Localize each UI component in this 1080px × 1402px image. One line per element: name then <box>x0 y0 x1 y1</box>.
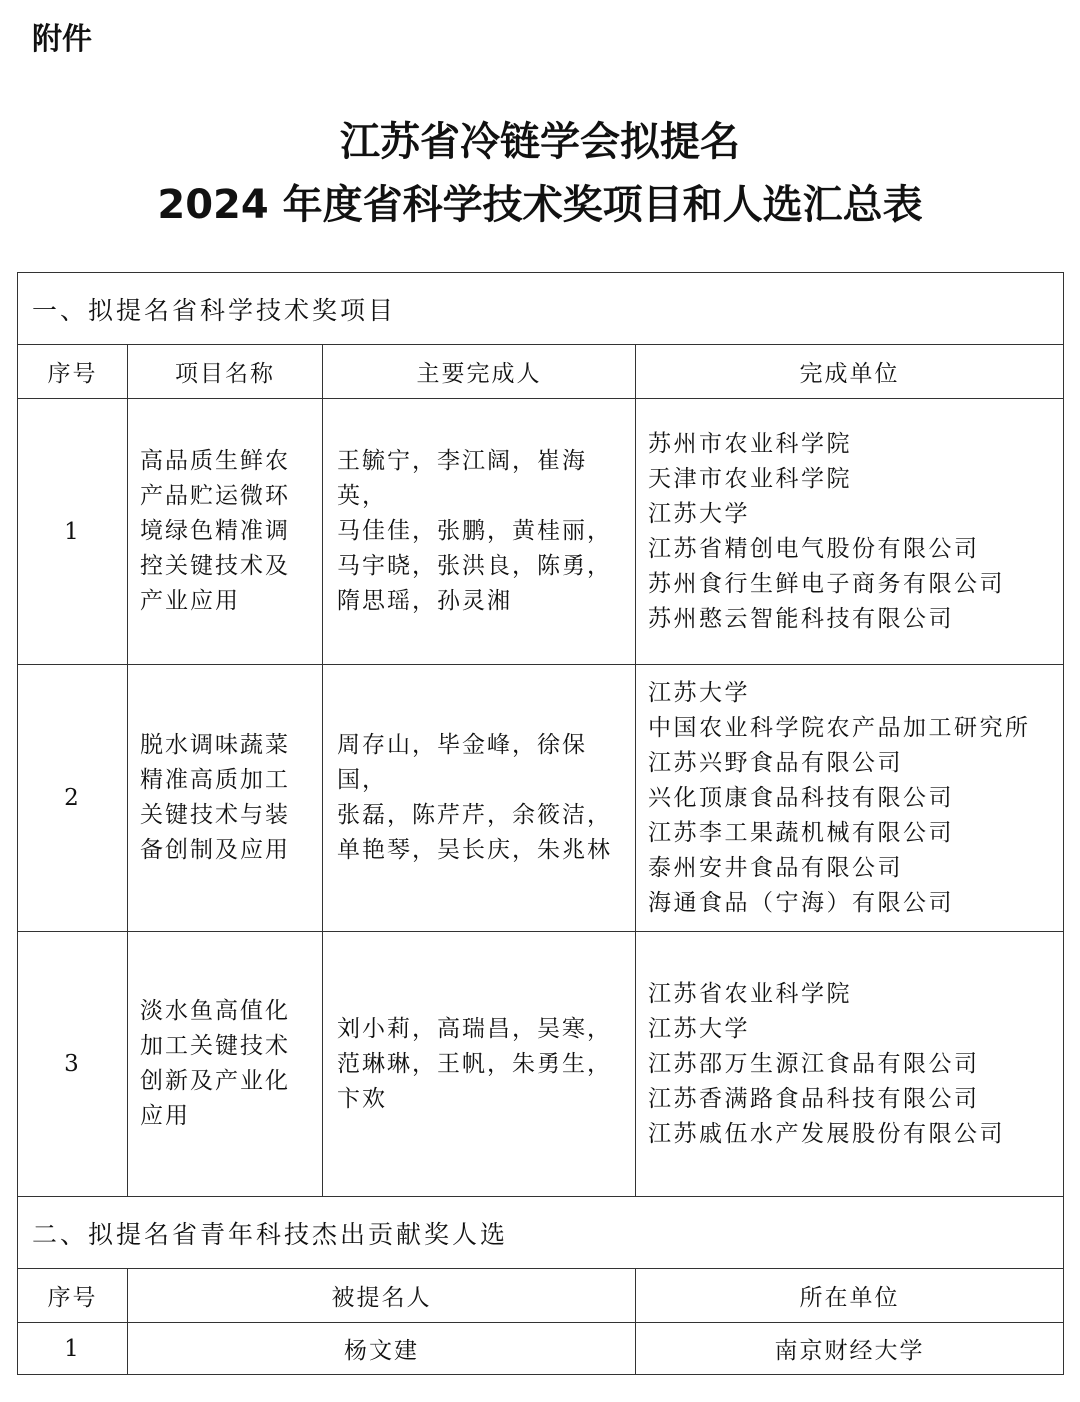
header-units: 完成单位 <box>636 345 1064 399</box>
table-row <box>18 399 1064 665</box>
table-row <box>18 932 1064 1197</box>
table-row <box>18 1323 1064 1375</box>
section1-heading: 一、拟提名省科学技术奖项目 <box>18 273 1064 345</box>
project-name: 高品质生鲜农 产品贮运微环 境绿色精准调 控关键技术及 产业应用 <box>128 399 323 665</box>
row-no: 3 <box>18 932 128 1197</box>
nominee-affiliation: 南京财经大学 <box>636 1323 1064 1375</box>
main-contributors: 王毓宁，李江阔，崔海英， 马佳佳，张鹏，黄桂丽， 马宇晓，张洪良，陈勇， 隋思瑶，孙灵湘 <box>323 399 636 665</box>
completing-units: 江苏省农业科学院 江苏大学 江苏邵万生源江食品有限公司 江苏香满路食品科技有限公司 江苏戚伍水产发展股份有限公司 <box>636 932 1064 1197</box>
summary-table <box>17 272 1064 1375</box>
row-no: 2 <box>18 665 128 932</box>
header-affiliation: 所在单位 <box>636 1269 1064 1323</box>
header-no: 序号 <box>18 345 128 399</box>
main-contributors: 周存山，毕金峰，徐保国， 张磊，陈芹芹，余筱洁， 单艳琴，吴长庆，朱兆林 <box>323 665 636 932</box>
row-no: 1 <box>18 1323 128 1375</box>
header-no-2: 序号 <box>18 1269 128 1323</box>
document-title-line1: 江苏省冷链学会拟提名 <box>340 119 740 165</box>
row-no: 1 <box>18 399 128 665</box>
project-name: 淡水鱼高值化 加工关键技术 创新及产业化 应用 <box>128 932 323 1197</box>
header-main-contributors: 主要完成人 <box>323 345 636 399</box>
attachment-label: 附件 <box>32 22 92 57</box>
table-row <box>18 665 1064 932</box>
project-name: 脱水调味蔬菜 精准高质加工 关键技术与装 备创制及应用 <box>128 665 323 932</box>
completing-units: 苏州市农业科学院 天津市农业科学院 江苏大学 江苏省精创电气股份有限公司 苏州食行生鲜电子商务有限公司 苏州憨云智能科技有限公司 <box>636 399 1064 665</box>
header-nominee: 被提名人 <box>128 1269 636 1323</box>
section2-heading: 二、拟提名省青年科技杰出贡献奖人选 <box>18 1197 1064 1269</box>
completing-units: 江苏大学 中国农业科学院农产品加工研究所 江苏兴野食品有限公司 兴化顶康食品科技有限公司 江苏李工果蔬机械有限公司 泰州安井食品有限公司 海通食品（宁海）有限公司 <box>636 665 1064 932</box>
header-project-name: 项目名称 <box>128 345 323 399</box>
main-contributors: 刘小莉，高瑞昌，吴寒， 范琳琳，王帆，朱勇生， 卞欢 <box>323 932 636 1197</box>
nominee-name: 杨文建 <box>128 1323 636 1375</box>
document-title-line2: 2024 年度省科学技术奖项目和人选汇总表 <box>157 182 923 228</box>
